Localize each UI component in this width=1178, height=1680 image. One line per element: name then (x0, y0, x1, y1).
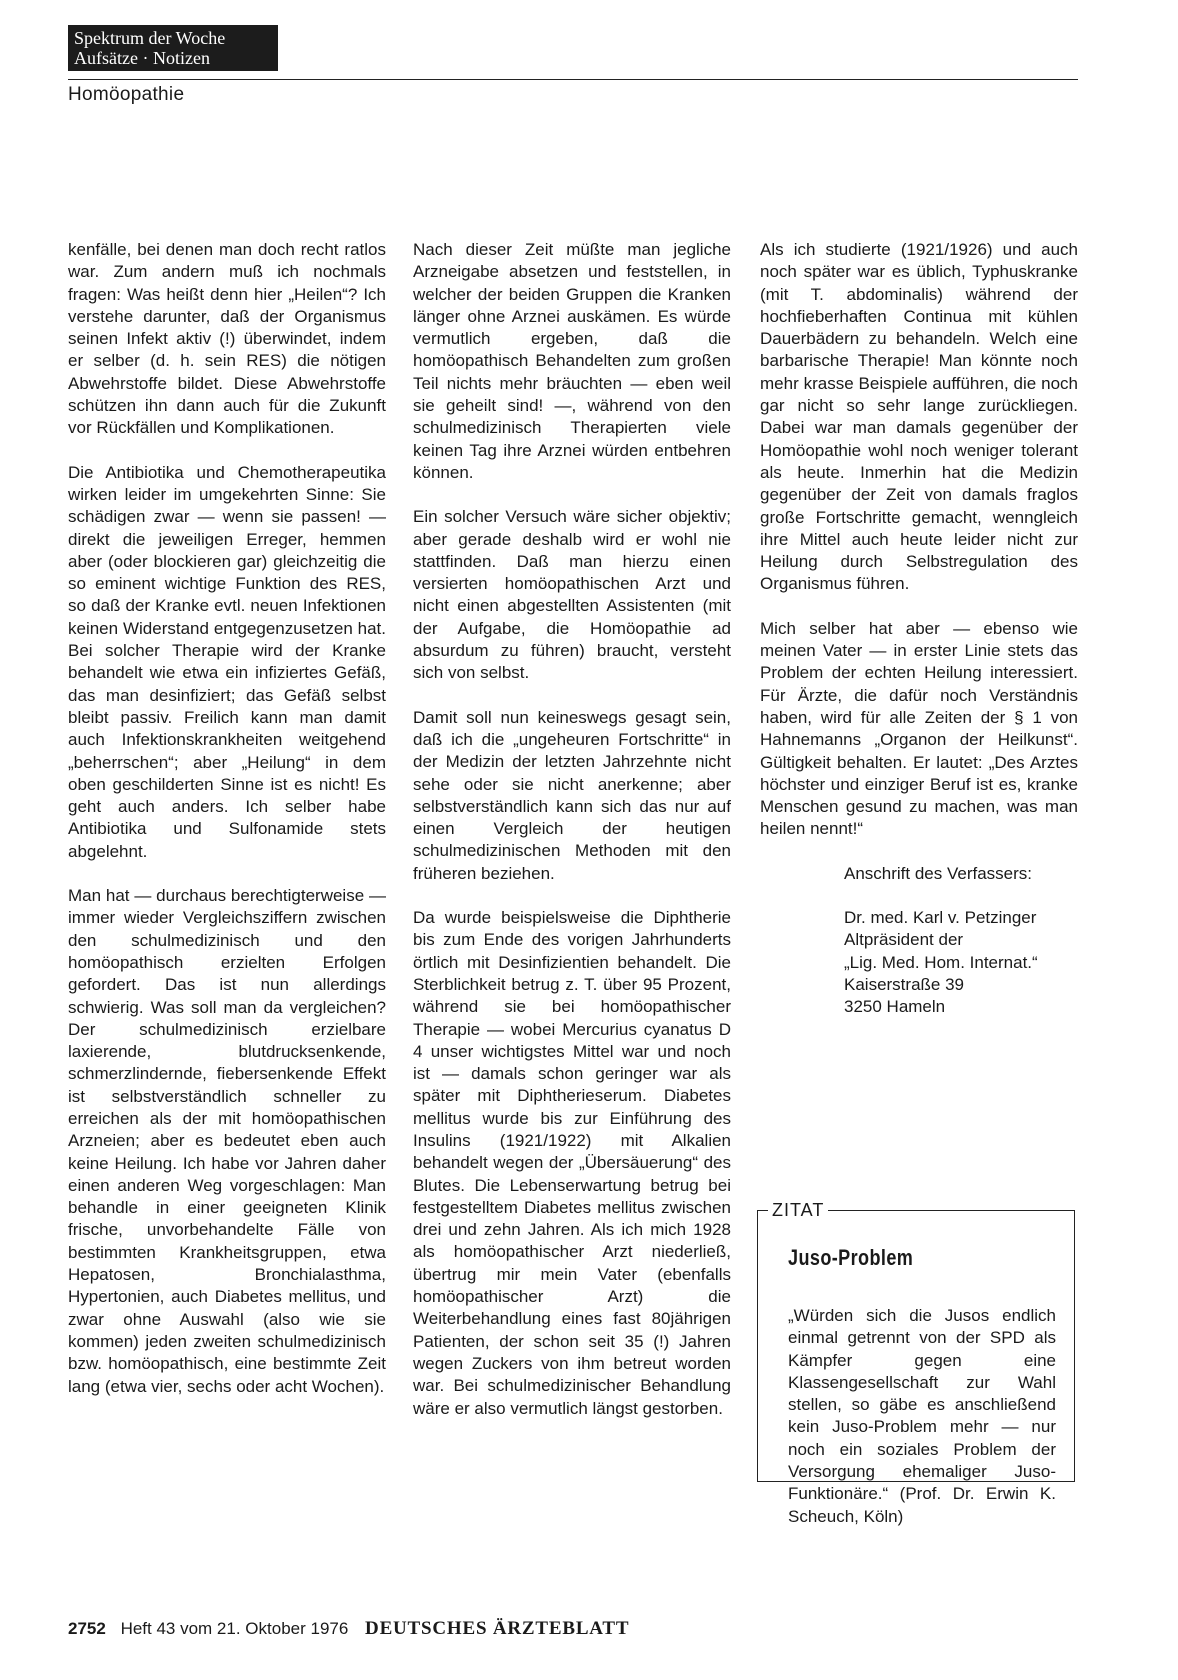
header-line-2: Aufsätze · Notizen (74, 48, 210, 68)
section-label: Homöopathie (68, 84, 185, 105)
column-1 (68, 239, 386, 1420)
quote-text: „Würden sich die Jusos endlich einmal getrennt von der SPD als Kämpfer gegen eine Klassengesellschaft zur Wahl stellen, so gäbe es anschließend kein Juso-Problem mehr — nur noch ein soziales Problem der Versorgung ehemaliger Juso-Funktionäre.“ (Prof. Dr. Erwin K. Scheuch, Köln) (788, 1306, 1056, 1526)
address-line: „Lig. Med. Hom. Internat.“ (844, 952, 1038, 972)
journal-name: DEUTSCHES ÄRZTEBLATT (365, 1618, 630, 1639)
paragraph: Die Antibiotika und Chemotherapeutika wirken leider im umgekehrten Sinne: Sie schädigen zwar — wenn sie passen! — direkt die jeweiligen Erreger, hemmen aber (oder blockieren gar) gleichzeitig die so eminent wichtige Funktion des RES, so daß der Kranke evtl. neuen Infektionen keinen Widerstand entgegenzusetzen hat. Bei solcher Therapie wird der Kranke behandelt wie etwa ein infiziertes Gefäß, das man desinfiziert; das Gefäß selbst bleibt passiv. Freilich kann man damit auch Infektionskrankheiten weitgehend „beherrschen“; aber „Heilung“ in dem oben geschilderten Sinne ist es nicht! Es geht auch anders. Ich selber habe Antibiotika und Sulfonamide stets abgelehnt. (68, 462, 386, 861)
paragraph: Da wurde beispielsweise die Diphtherie bis zum Ende des vorigen Jahrhunderts örtlich mit Desinfizientien behandelt. Die Sterblichkeit betrug z. T. über 95 Prozent, während sie bei homöopathischer Therapie — wobei Mercurius cyanatus D 4 unser wichtigstes Mittel war und noch ist — damals schon geringer war als später mit Diphtherieserum. Diabetes mellitus wurde bis zur Einführung des Insulins (1921/1922) mit Alkalien behandelt wegen der „Übersäuerung“ des Blutes. Die Lebenserwartung betrug bei festgestelltem Diabetes mellitus zwischen drei und zehn Jahren. Als ich mich 1928 als homöopathischer Arzt niederließ, übertrug mir mein Vater (ebenfalls homöopathischer Arzt) die Weiterbehandlung eines fast 80jährigen Patienten, der schon seit 35 (!) Jahren wegen Zuckers von ihm betreut worden war. Bei schulmedizinischer Behandlung wäre er also vermutlich längst gestorben. (413, 908, 731, 1418)
address-line: Altpräsident der (844, 930, 964, 950)
address-line: 3250 Hameln (844, 997, 946, 1017)
column-3 (760, 239, 1078, 1019)
page-number: 2752 (68, 1619, 106, 1638)
paragraph: Als ich studierte (1921/1926) und auch noch später war es üblich, Typhuskranke (mit T. abdominalis) während der hochfieberhaften Continua mit kühlen Dauerbädern zu behandeln. Welch eine barbarische Therapie! Man könnte noch mehr krasse Beispiele aufführen, die noch gar nicht so sehr lange zurückliegen. Dabei war man damals gegenüber der Homöopathie wohl noch weniger tolerant als heute. Inmerhin hat die Medizin gegenüber der Zeit von damals fraglos große Fortschritte gemacht, wenngleich ihre Mittel auch heute leider nicht zur Heilung durch Selbstregulation des Organismus führen. (760, 240, 1078, 594)
address-line: Kaiserstraße 39 (844, 974, 964, 994)
paragraph: kenfälle, bei denen man doch recht ratlos war. Zum andern muß ich nochmals fragen: Was heißt denn hier „Heilen“? Ich verstehe darunter, daß der Organismus seinen Infekt aktiv (!) überwindet, indem er selber (d. h. sein RES) die nötigen Abwehrstoffe bildet. Diese Abwehrstoffe schützen ihn dann auch für die Zukunft vor Rückfällen und Komplikationen. (68, 240, 386, 438)
paragraph: Ein solcher Versuch wäre sicher objektiv; aber gerade deshalb wird er wohl nie stattfinden. Daß man hierzu einen versierten homöopathischen Arzt und nicht einen abgestellten Assistenten (mit der Aufgabe, die Homöopathie ad absurdum zu führen) braucht, versteht sich von selbst. (413, 507, 731, 683)
address-line: Dr. med. Karl v. Petzinger (844, 908, 1037, 928)
section-header-box (68, 25, 278, 71)
author-address-label: Anschrift des Verfassers: (844, 863, 1033, 883)
top-rule (68, 79, 1078, 80)
quote-title: Juso-Problem (788, 1245, 914, 1270)
paragraph: Nach dieser Zeit müßte man jegliche Arzneigabe absetzen und feststellen, in welcher der beiden Gruppen die Kranken länger ohne Arznei auskämen. Es würde vermutlich ergeben, daß die homöopathisch Behandelten zum großen Teil nichts mehr bräuchten — eben weil sie geheilt sind! —, während von den schulmedizinisch Therapierten viele keinen Tag ihre Arznei würden entbehren können. (413, 240, 731, 482)
column-2 (413, 239, 731, 1442)
page-footer (68, 1618, 629, 1640)
paragraph: Man hat — durchaus berechtigterweise — immer wieder Vergleichsziffern zwischen den schulmedizinisch und den homöopathisch erzielten Erfolgen gefordert. Das ist nun allerdings schwierig. Was soll man da vergleichen? Der schulmedizinisch erzielbare laxierende, blutdrucksenkende, schmerzlindernde, fiebersenkende Effekt ist selbstverständlich schneller zu erreichen als der mit homöopathischen Arzneien; aber es bedeutet eben auch keine Heilung. Ich habe vor Jahren daher einen anderen Weg vorgeschlagen: Man behandle in einer geeigneten Klinik frische, unvorbehandelte Fälle von bestimmten Krankheitsgruppen, etwa Hepatosen, Bronchialasthma, Hypertonien, auch Diabetes mellitus, und zwar ohne Auswahl (also wie sie kommen) jeden zweiten schulmedizinisch bzw. homöopathisch, eine bestimmte Zeit lang (etwa vier, sechs oder acht Wochen). (68, 886, 386, 1396)
quote-label: ZITAT (768, 1200, 828, 1221)
header-line-1: Spektrum der Woche (74, 28, 226, 48)
paragraph: Mich selber hat aber — ebenso wie meinen Vater — in erster Linie stets das Problem der echten Heilung interessiert. Für Ärzte, die dafür noch Verständnis haben, wird für alle Zeiten der § 1 von Hahnemanns „Organon der Heilkunst“. Gültigkeit behalten. Er lautet: „Des Arztes höchster und einziger Beruf ist es, kranke Menschen gesund zu machen, was man heilen nennt!“ (760, 618, 1078, 839)
issue-info: Heft 43 vom 21. Oktober 1976 (120, 1619, 349, 1638)
paragraph: Damit soll nun keineswegs gesagt sein, daß ich die „ungeheuren Fortschritte“ in der Medizin der letzten Jahrzehnte nicht sehe oder sie nicht anerkenne; aber selbstverständlich kann sich das nur auf einen Vergleich der heutigen schulmedizinischen Methoden mit den früheren beziehen. (413, 707, 731, 883)
